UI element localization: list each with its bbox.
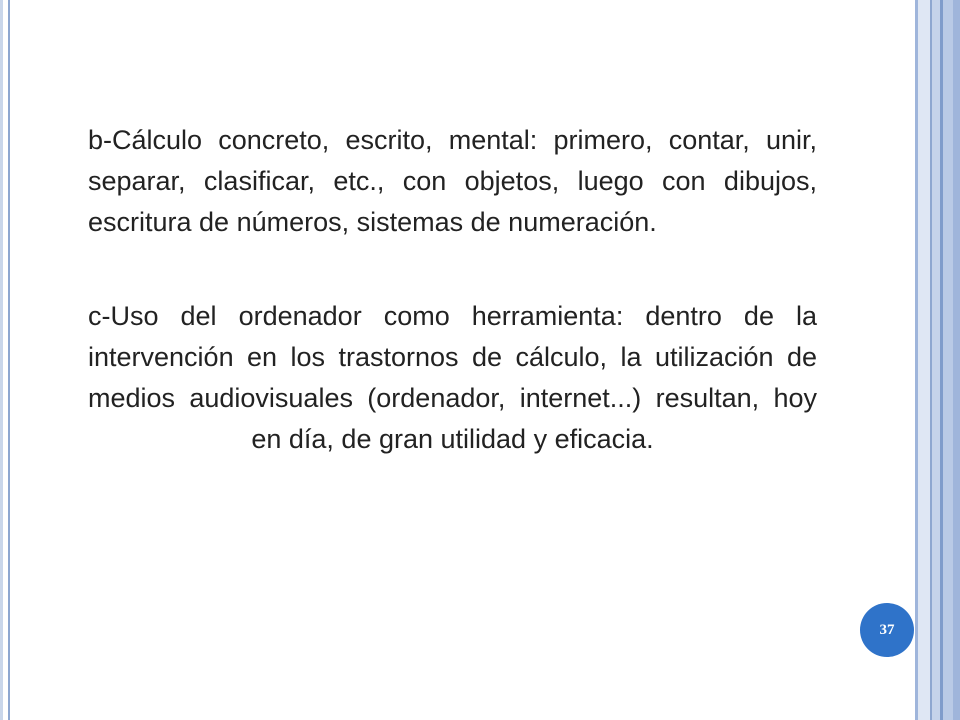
frame-stripe [943,0,953,720]
paragraph-calculo: b-Cálculo concreto, escrito, mental: primero, contar, unir, separar, clasificar, etc., con objetos, luego con dibujos, escritura de números, sistemas de numeración. [88,125,817,237]
frame-stripe [918,0,930,720]
paragraph-ordenador: c-Uso del ordenador como herramienta: dentro de la intervención en los trastornos de cálculo, la utilización de medios audiovisuales (ordenador, internet...) resultan, hoy en día, de gran utilidad y eficacia. [88,301,817,454]
page-number-badge: 37 [860,603,914,657]
right-frame-stripes [915,0,960,720]
left-frame-border [0,0,9,720]
slide-body [88,120,817,460]
frame-stripe [932,0,940,720]
frame-stripe [953,0,960,720]
